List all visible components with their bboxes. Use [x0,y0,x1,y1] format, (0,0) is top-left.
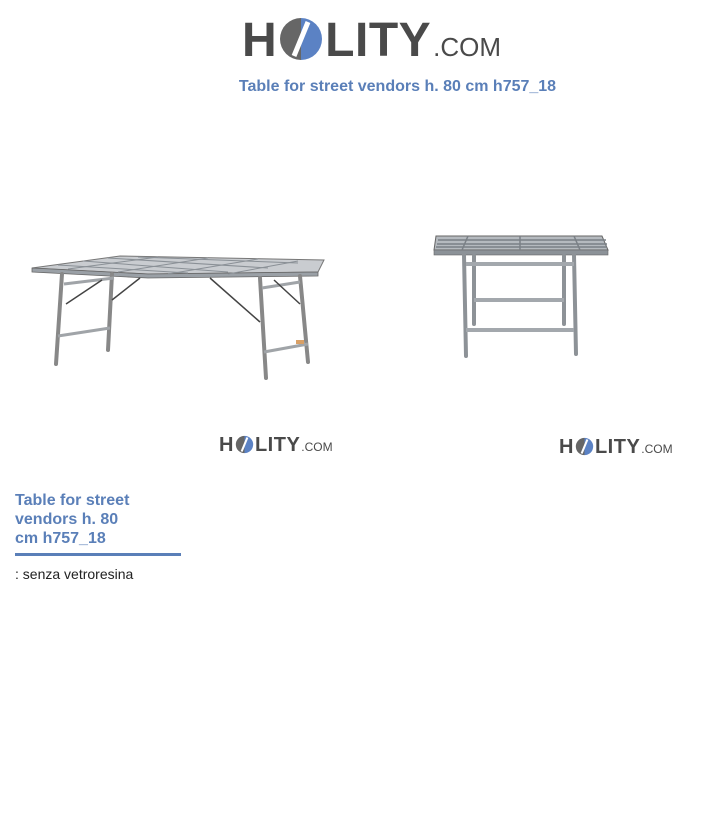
logo-o-icon [575,437,594,456]
page-title: Table for street vendors h. 80 cm h757_18 [238,78,557,95]
logo-domain: .COM [641,442,673,456]
product-image-open-table[interactable] [28,248,330,388]
logo-letters-lity: LITY [325,14,432,67]
logo-letters-lity: LITY [594,436,641,458]
product-image-front-table[interactable] [428,226,614,364]
logo-o-icon [235,435,254,454]
logo-domain: .COM [433,32,502,62]
logo-letter-h: H [242,14,278,67]
logo-domain: .COM [301,440,333,454]
watermark-logo-right [559,434,673,459]
logo-letters-lity: LITY [254,434,301,456]
holity-logo[interactable] [242,10,501,69]
watermark-logo-left [219,432,333,457]
product-section-title: Table for street vendors h. 80 cm h757_18 [15,492,130,547]
section-divider [15,553,181,556]
product-spec: : senza vetroresina [15,566,134,582]
logo-letter-h: H [219,434,234,456]
logo-letter-h: H [559,436,574,458]
logo-o-icon [278,16,324,62]
